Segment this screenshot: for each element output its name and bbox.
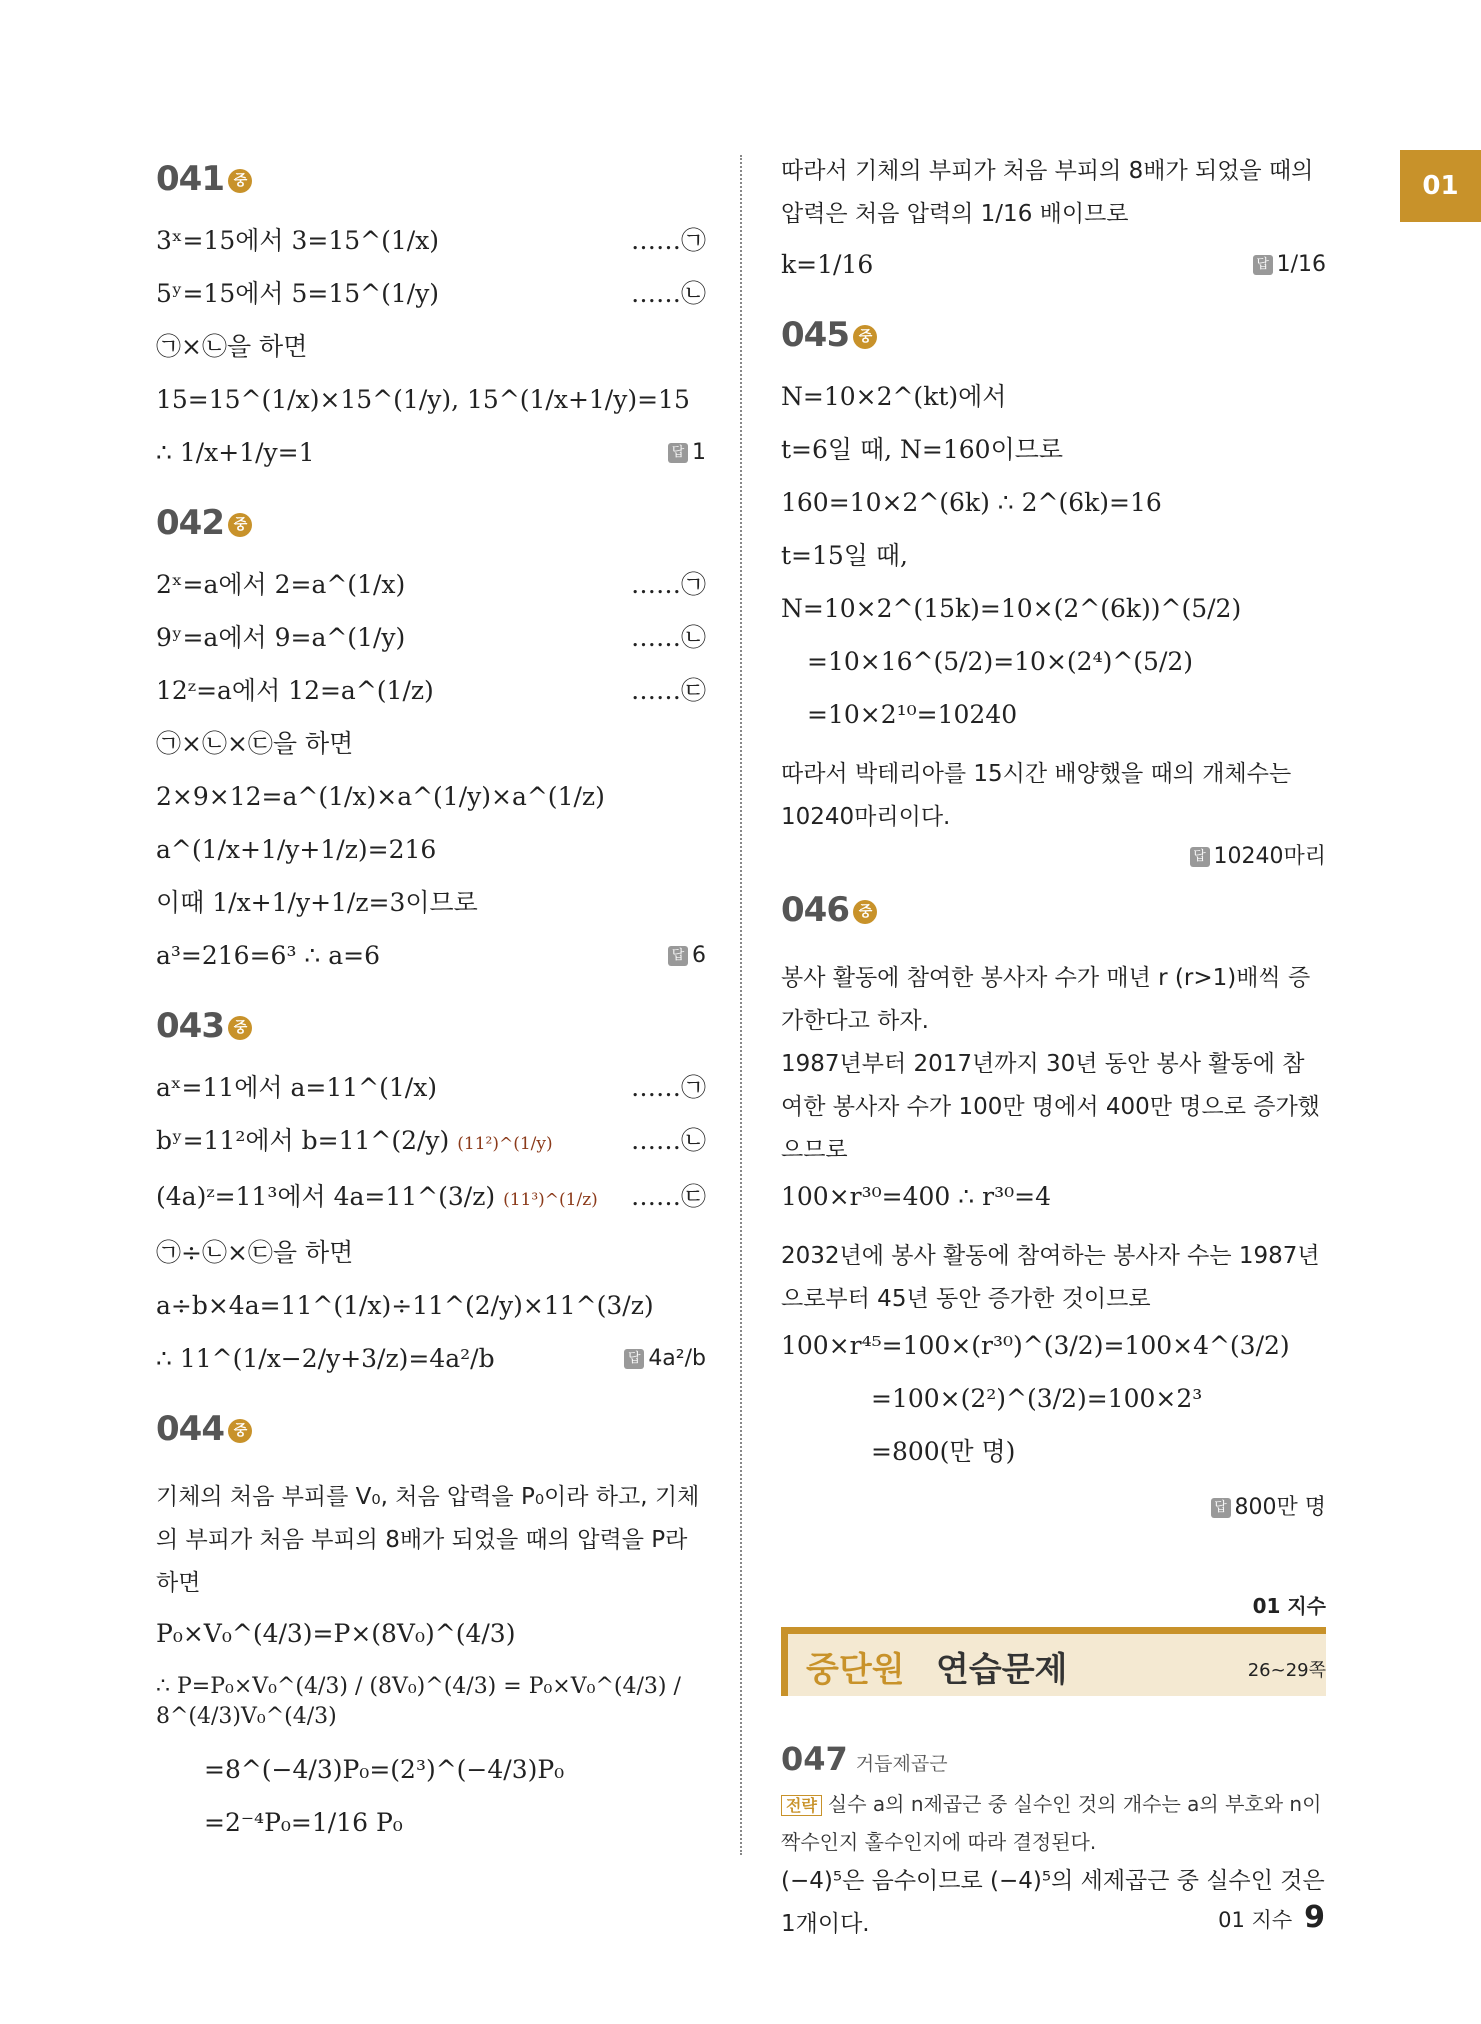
left-column xyxy=(156,150,706,1861)
solution-line: a³=216=6³ ∴ a=6 답 6 xyxy=(156,941,706,970)
equation-tag: ……㉠ xyxy=(630,570,706,599)
chapter-label: 01 지수 xyxy=(1252,1594,1326,1618)
solution-line: N=10×2^(15k)=10×(2^(6k))^(5/2) xyxy=(781,594,1242,623)
solution-line: a^(1/x+1/y+1/z)=216 xyxy=(156,835,437,864)
strategy-label: 전략 xyxy=(781,1795,822,1816)
equation-tag: ……㉡ xyxy=(630,623,706,652)
annotation-note: (11²)^(1/y) xyxy=(457,1134,553,1154)
solution-line: k=1/16 답 1/16 xyxy=(781,250,1326,279)
answer-row xyxy=(781,1490,1326,1530)
solution-line: ㉠÷㉡×㉢을 하면 xyxy=(156,1238,354,1267)
right-column xyxy=(781,150,1326,1946)
solution-line: 12ᶻ=a에서 12=a^(1/z) ……㉢ xyxy=(156,676,706,705)
solution-line: 5ʸ=15에서 5=15^(1/y) ……㉡ xyxy=(156,279,706,308)
problem-047-header xyxy=(781,1740,1326,1778)
chapter-tab: 01 xyxy=(1400,150,1481,222)
equation-tag: ……㉢ xyxy=(630,676,706,705)
answer-icon: 답 xyxy=(624,1349,644,1369)
answer-icon: 답 xyxy=(1211,1498,1231,1518)
solution-line: 100×r⁴⁵=100×(r³⁰)^(3/2)=100×4^(3/2) xyxy=(781,1331,1290,1360)
solution-line: bʸ=11²에서 b=11^(2/y) (11²)^(1/y) ……㉡ xyxy=(156,1126,706,1155)
problem-number: 047 xyxy=(781,1740,848,1778)
problem-text: 기체의 처음 부피를 V₀, 처음 압력을 P₀이라 하고, 기체의 부피가 처음 부피의 8배가 되었을 때의 압력을 P라 하면 xyxy=(156,1484,700,1596)
solution-line: =800(만 명) xyxy=(871,1437,1016,1466)
solution-line: 이때 1/x+1/y+1/z=3이므로 xyxy=(156,888,478,917)
solution-line: =2⁻⁴P₀=1/16 P₀ xyxy=(204,1808,403,1837)
page-number: 9 xyxy=(1304,1900,1325,1935)
solution-line: 2ˣ=a에서 2=a^(1/x) ……㉠ xyxy=(156,570,706,599)
solution-line: t=6일 때, N=160이므로 xyxy=(781,435,1064,464)
problem-045-header xyxy=(781,314,1326,356)
solution-line: =8^(−4/3)P₀=(2³)^(−4/3)P₀ xyxy=(204,1755,565,1784)
problem-text: 따라서 기체의 부피가 처음 부피의 8배가 되었을 때의 압력은 처음 압력의 1/16 배이므로 xyxy=(781,158,1314,227)
answer-mark: 답 10240마리 xyxy=(1190,839,1327,870)
answer-icon: 답 xyxy=(668,946,688,966)
answer-icon: 답 xyxy=(1253,255,1273,275)
solution-line: ∴ 11^(1/x−2/y+3/z)=4a²/b 답 4a²/b xyxy=(156,1344,706,1373)
equation-tag: ……㉠ xyxy=(630,1073,706,1102)
solution-line: =10×16^(5/2)=10×(2⁴)^(5/2) xyxy=(807,647,1194,676)
difficulty-badge: 중 xyxy=(853,900,877,924)
problem-topic: 거듭제곱근 xyxy=(855,1753,948,1775)
banner-pages: 26~29쪽 xyxy=(1247,1660,1326,1681)
banner-title-a: 중단원 xyxy=(806,1650,905,1690)
problem-number: 044 xyxy=(156,1409,224,1449)
solution-line: 100×r³⁰=400 ∴ r³⁰=4 xyxy=(781,1182,1051,1211)
difficulty-badge: 중 xyxy=(853,325,877,349)
solution-line: ∴ 1/x+1/y=1 답 1 xyxy=(156,438,706,467)
banner-title-b: 연습문제 xyxy=(936,1650,1068,1690)
solution-line: (4a)ᶻ=11³에서 4a=11^(3/z) (11³)^(1/z) ……㉢ xyxy=(156,1182,706,1211)
annotation-note: (11³)^(1/z) xyxy=(503,1190,598,1210)
answer-mark: 답 6 xyxy=(668,941,706,971)
section-banner xyxy=(781,1627,1326,1696)
difficulty-badge: 중 xyxy=(228,513,252,537)
solution-line: a÷b×4a=11^(1/x)÷11^(2/y)×11^(3/z) xyxy=(156,1291,654,1320)
problem-041-header xyxy=(156,158,706,200)
problem-number: 046 xyxy=(781,890,849,930)
problem-043-header xyxy=(156,1005,706,1047)
strategy-note: 전략 실수 a의 n제곱근 중 실수인 것의 개수는 a의 부호와 n이 짝수인지 홀수인지에 따라 결정된다. xyxy=(781,1792,1322,1854)
answer-row xyxy=(781,839,1326,879)
solution-line: P₀×V₀^(4/3)=P×(8V₀)^(4/3) xyxy=(156,1619,516,1648)
equation-tag: ……㉢ xyxy=(630,1182,706,1211)
answer-mark: 답 800만 명 xyxy=(1211,1490,1327,1521)
solution-line: =10×2¹⁰=10240 xyxy=(807,700,1018,729)
solution-line: N=10×2^(kt)에서 xyxy=(781,382,1007,411)
solution-line: 9ʸ=a에서 9=a^(1/y) ……㉡ xyxy=(156,623,706,652)
equation-tag: ……㉡ xyxy=(630,279,706,308)
problem-046-header xyxy=(781,889,1326,931)
problem-number: 042 xyxy=(156,503,224,543)
problem-number: 041 xyxy=(156,159,224,199)
solution-line: 160=10×2^(6k) ∴ 2^(6k)=16 xyxy=(781,488,1162,517)
footer-chapter: 01 지수 xyxy=(1218,1908,1293,1932)
equation-tag: ……㉠ xyxy=(630,226,706,255)
answer-mark: 답 1 xyxy=(668,438,706,468)
solution-line: ㉠×㉡을 하면 xyxy=(156,332,308,361)
solution-line: ∴ P=P₀×V₀^(4/3) / (8V₀)^(4/3) = P₀×V₀^(4/3) / 8^(4/3)V₀^(4/3) xyxy=(156,1674,681,1729)
equation-tag: ……㉡ xyxy=(630,1126,706,1155)
solution-line: aˣ=11에서 a=11^(1/x) ……㉠ xyxy=(156,1073,706,1102)
difficulty-badge: 중 xyxy=(228,1419,252,1443)
column-divider xyxy=(740,155,742,1855)
problem-044-header xyxy=(156,1408,706,1450)
solution-line: 2×9×12=a^(1/x)×a^(1/y)×a^(1/z) xyxy=(156,782,605,811)
problem-number: 043 xyxy=(156,1006,224,1046)
problem-text: 봉사 활동에 참여한 봉사자 수가 매년 r (r>1)배씩 증가한다고 하자. xyxy=(781,965,1311,1034)
answer-mark: 답 4a²/b xyxy=(624,1344,706,1374)
problem-text: 1987년부터 2017년까지 30년 동안 봉사 활동에 참여한 봉사자 수가 100만 명에서 400만 명으로 증가했으므로 xyxy=(781,1051,1320,1163)
difficulty-badge: 중 xyxy=(228,1016,252,1040)
answer-mark: 답 1/16 xyxy=(1253,250,1326,280)
answer-icon: 답 xyxy=(1190,847,1210,867)
problem-text: 따라서 박테리아를 15시간 배양했을 때의 개체수는 10240마리이다. xyxy=(781,761,1292,830)
solution-line: ㉠×㉡×㉢을 하면 xyxy=(156,729,354,758)
problem-text: (−4)⁵은 음수이므로 (−4)⁵의 세제곱근 중 실수인 것은 1개이다. xyxy=(781,1868,1325,1937)
problem-042-header xyxy=(156,502,706,544)
problem-text: 2032년에 봉사 활동에 참여하는 봉사자 수는 1987년으로부터 45년 동안 증가한 것이므로 xyxy=(781,1243,1320,1312)
page-footer xyxy=(1218,1900,1325,1935)
solution-line: =100×(2²)^(3/2)=100×2³ xyxy=(871,1384,1203,1413)
solution-line: t=15일 때, xyxy=(781,541,908,570)
problem-number: 045 xyxy=(781,315,849,355)
difficulty-badge: 중 xyxy=(228,169,252,193)
solution-line: 3ˣ=15에서 3=15^(1/x) ……㉠ xyxy=(156,226,706,255)
answer-icon: 답 xyxy=(668,443,688,463)
solution-line: 15=15^(1/x)×15^(1/y), 15^(1/x+1/y)=15 xyxy=(156,385,690,414)
